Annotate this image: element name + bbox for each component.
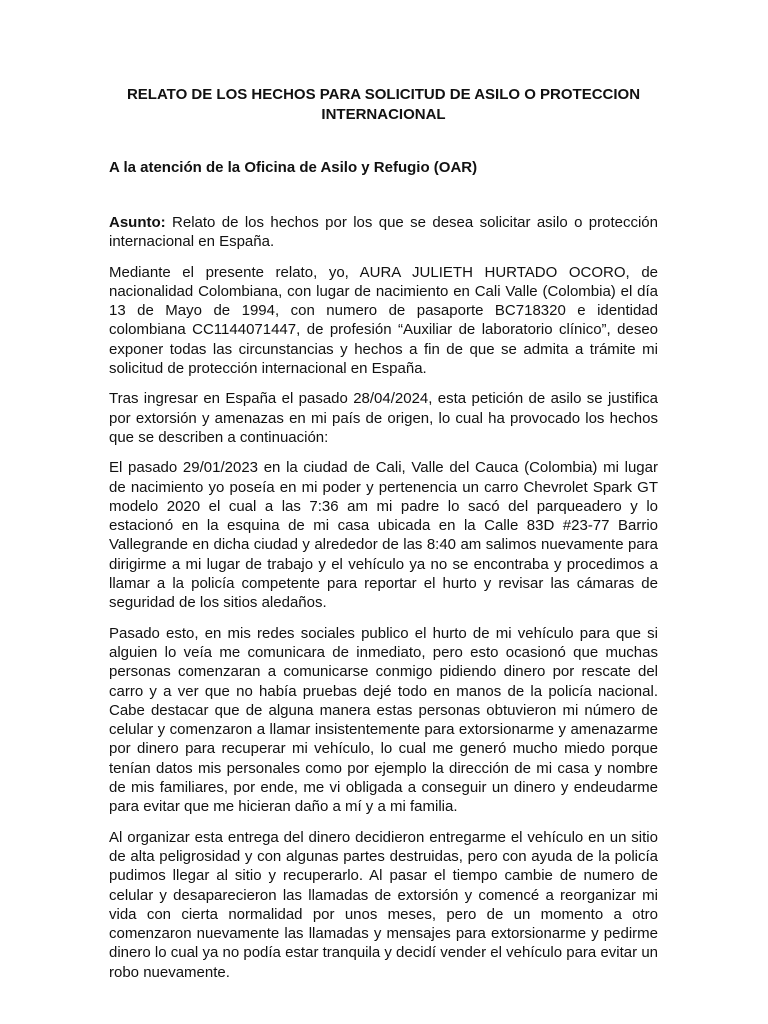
subject-text: Relato de los hechos por los que se desea solicitar asilo o protección internacional en España. xyxy=(109,214,658,251)
paragraph-recovery: Al organizar esta entrega del dinero decidieron entregarme el vehículo en un sitio de alta peligrosidad y con algunas partes destruidas, pero con ayuda de la policía pudimos llegar al sitio y recuperarlo. Al pasar el tiempo cambie de numero de celular y desaparecieron las llamadas de extorsión y comencé a reorganizar mi vida con cierta normalidad por unos meses, pero de un momento a otro comenzaron nuevamente las llamadas y mensajes para extorsionarme y pedirme dinero lo cual ya no podía estar tranquila y decidí vender el vehículo para evitar un robo nuevamente. xyxy=(109,828,658,981)
paragraph-theft: El pasado 29/01/2023 en la ciudad de Cali, Valle del Cauca (Colombia) mi lugar de nacimiento yo poseía en mi poder y pertenencia un carro Chevrolet Spark GT modelo 2020 el cual a las 7:36 am mi padre lo sacó del parqueadero y lo estacionó en la esquina de mi casa ubicada en la Calle 83D #23-77 Barrio Vallegrande en dicha ciudad y alrededor de las 8:40 am salimos nuevamente para dirigirme a mi lugar de trabajo y el vehículo ya no se encontraba y procedimos a llamar a la policía competente para reportar el hurto y revisar las cámaras de seguridad de los sitios aledaños. xyxy=(109,459,658,612)
paragraph-entry: Tras ingresar en España el pasado 28/04/2024, esta petición de asilo se justifica por extorsión y amenazas en mi país de origen, lo cual ha provocado los hechos que se describen a continuación: xyxy=(109,390,658,446)
paragraph-extortion: Pasado esto, en mis redes sociales publico el hurto de mi vehículo para que si alguien lo veía me comunicara de inmediato, pero esto ocasionó que muchas personas comenzaran a comunicarse conmigo pidiendo dinero por rescate del carro y a ver que no había pruebas dejé todo en manos de la policía nacional. Cabe destacar que de alguna manera estas personas obtuvieron mi número de celular y comenzaron a llamar insistentemente para extorsionarme y amenazarme por dinero para recuperar mi vehículo, lo cual me generó mucho miedo porque tenían datos mis personales como por ejemplo la dirección de mi casa y nombre de mis familiares, por ende, me vi obligada a conseguir un dinero y endeudarme para evitar que me hicieran daño a mí y a mi familia. xyxy=(109,624,658,816)
paragraph-intro: Mediante el presente relato, yo, AURA JULIETH HURTADO OCORO, de nacionalidad Colombiana, con lugar de nacimiento en Cali Valle (Colombia) el día 13 de Mayo de 1994, con numero de pasaporte BC718320 e identidad colombiana CC1144071447, de profesión “Auxiliar de laboratorio clínico”, deseo exponer todas las circunstancias y hechos a fin de que se admita a trámite mi solicitud de protección internacional en España. xyxy=(109,263,658,378)
attention-line: A la atención de la Oficina de Asilo y Refugio (OAR) xyxy=(109,159,478,176)
subject-paragraph xyxy=(109,213,658,252)
document-title: RELATO DE LOS HECHOS PARA SOLICITUD DE ASILO O PROTECCION INTERNACIONAL xyxy=(126,86,641,123)
subject-label: Asunto: xyxy=(109,214,166,231)
document-body xyxy=(109,213,658,993)
